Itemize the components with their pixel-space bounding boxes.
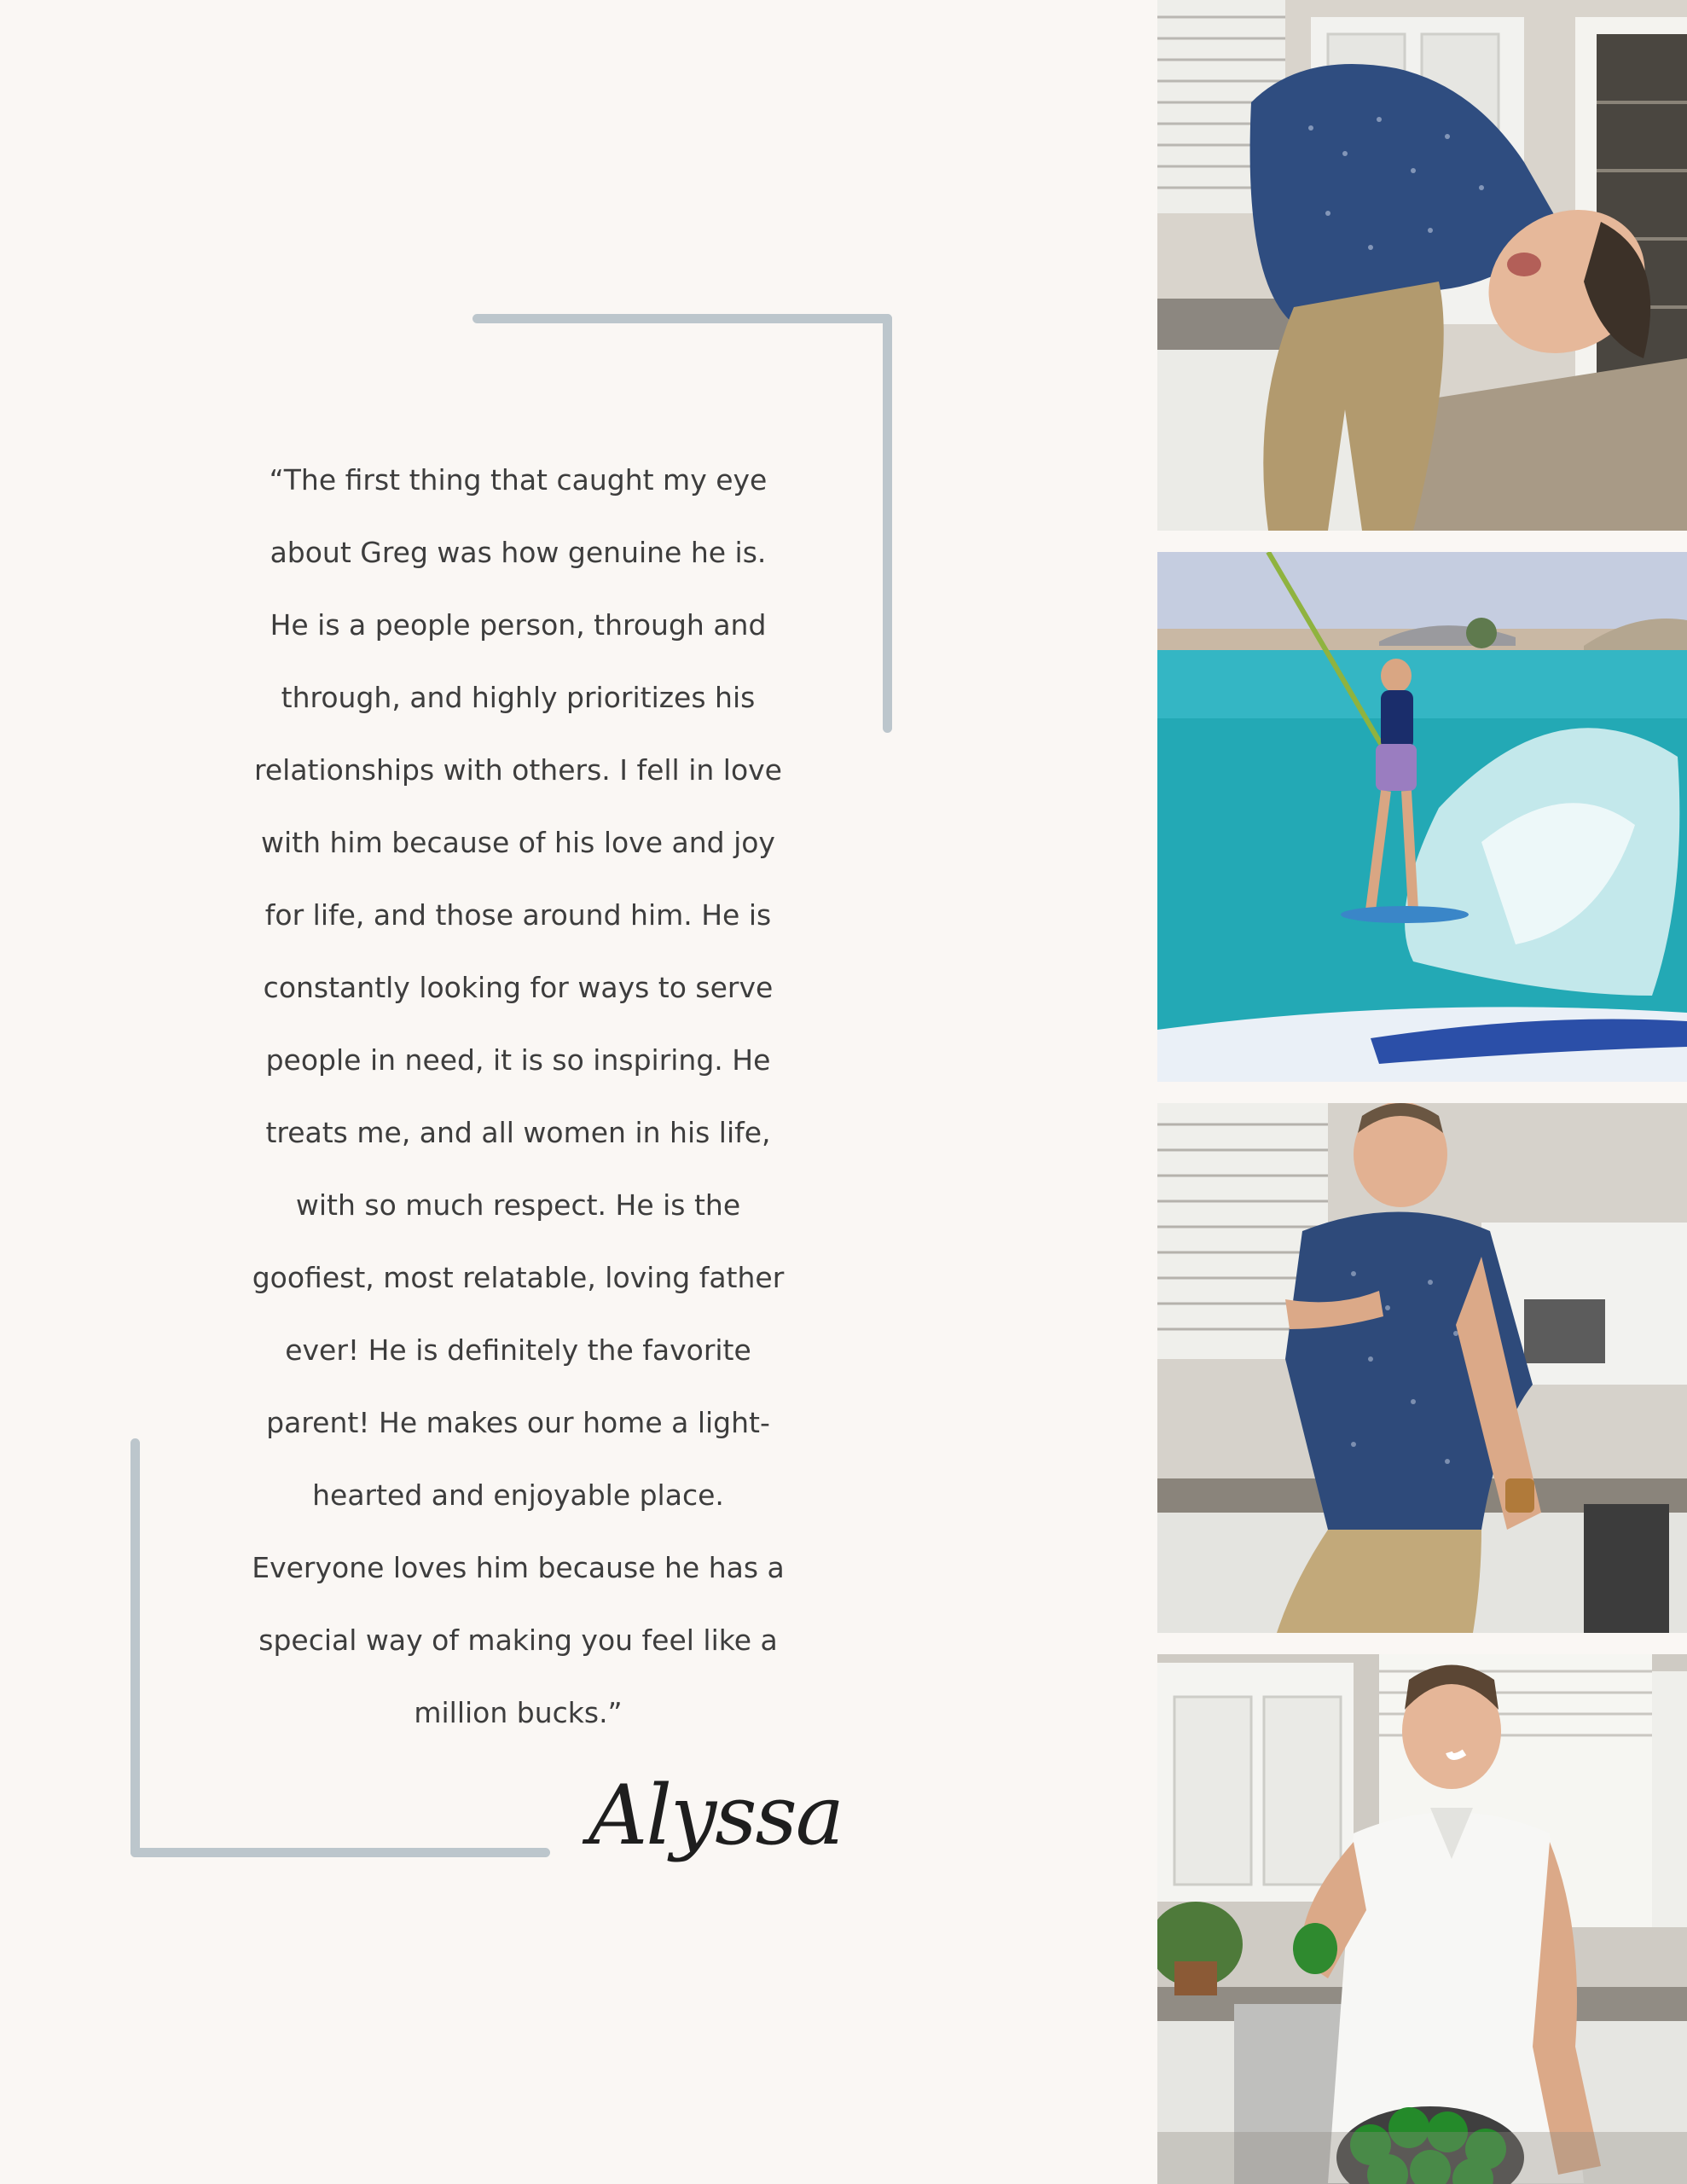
quote-line: special way of making you feel like a	[258, 1623, 778, 1657]
man-smiling-with-cupcakes-photo	[1157, 1654, 1687, 2184]
quote-line: treats me, and all women in his life,	[265, 1116, 771, 1149]
quote-line: “The first thing that caught my eye	[269, 463, 768, 497]
man-bending-in-kitchen-photo	[1157, 0, 1687, 531]
bracket-bottom-horizontal	[130, 1848, 550, 1857]
bracket-top-horizontal	[472, 314, 892, 323]
quote-line: ever! He is definitely the favorite	[285, 1333, 751, 1367]
quote-line: He is a people person, through and	[270, 608, 767, 642]
quote-line: parent! He makes our home a light-	[266, 1406, 770, 1439]
quote-line: through, and highly prioritizes his	[281, 681, 756, 714]
quote-line: Everyone loves him because he has a	[252, 1551, 785, 1584]
quote-line: for life, and those around him. He is	[264, 898, 772, 932]
quote-line: hearted and enjoyable place.	[312, 1478, 724, 1512]
bracket-bottom-vertical	[130, 1438, 140, 1857]
signature: Alyssa	[588, 1768, 844, 1863]
quote-line: about Greg was how genuine he is.	[270, 536, 767, 569]
quote-line: with so much respect. He is the	[295, 1188, 741, 1222]
quote-line: people in need, it is so inspiring. He	[265, 1043, 771, 1077]
quote-line: goofiest, most relatable, loving father	[252, 1261, 785, 1294]
bracket-top-vertical	[883, 314, 892, 733]
man-peace-sign-in-kitchen-photo	[1157, 1103, 1687, 1633]
quote-line: constantly looking for ways to serve	[263, 971, 774, 1004]
quote-line: million bucks.”	[414, 1696, 623, 1729]
testimonial-quote	[205, 444, 832, 1749]
quote-line: relationships with others. I fell in love	[254, 753, 782, 787]
quote-line: with him because of his love and joy	[261, 826, 775, 859]
man-wakeboarding-on-lake-photo	[1157, 552, 1687, 1082]
